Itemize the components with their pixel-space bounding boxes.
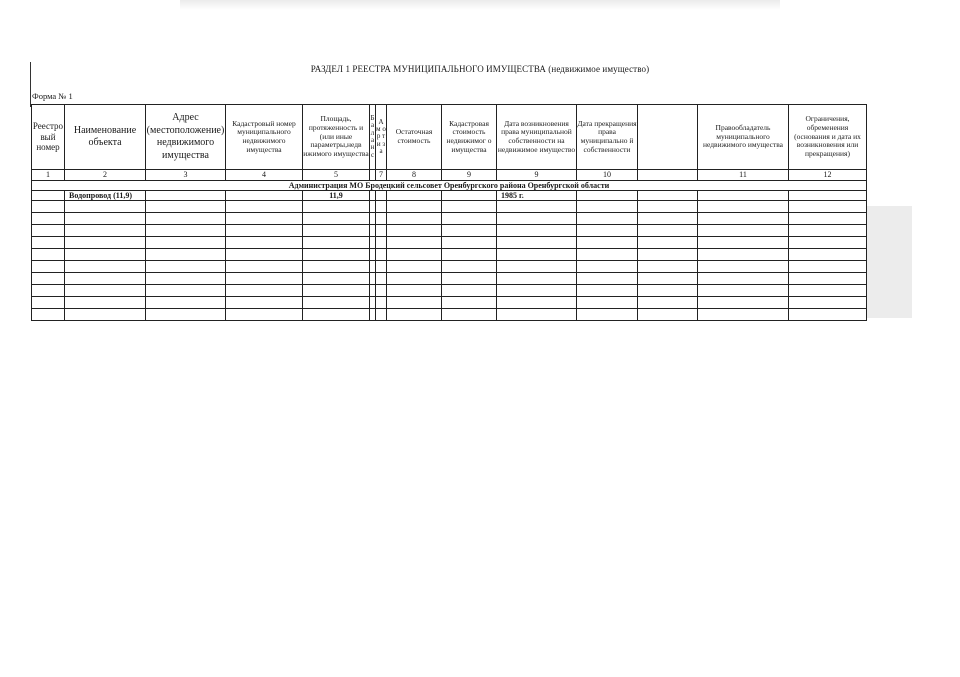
cell [303,273,370,285]
cell [65,201,146,213]
cell [497,261,577,273]
cell [577,261,638,273]
cell [497,273,577,285]
col-number: 9 [442,170,497,181]
cell [577,297,638,309]
cell [32,225,65,237]
cell [387,309,442,321]
cell [376,273,387,285]
cell [698,297,789,309]
table-row [32,201,867,213]
col-number: 3 [146,170,226,181]
cell [32,261,65,273]
cell [226,261,303,273]
org-row [32,181,867,191]
object-name-cell: Водопровод (11,9) [65,191,146,201]
header-registry-number: Реестро вый номер [32,105,65,170]
cell [387,213,442,225]
cell [442,225,497,237]
cell [789,309,867,321]
cell [65,261,146,273]
cell [789,213,867,225]
cell [32,273,65,285]
cell [698,201,789,213]
header-amortization: А м о р т и з а [376,105,387,170]
cell [146,309,226,321]
cell [638,309,698,321]
cell [32,213,65,225]
cell [65,249,146,261]
cell [376,309,387,321]
cell [376,201,387,213]
cell [698,309,789,321]
cell [789,285,867,297]
cell [303,237,370,249]
cell [65,309,146,321]
cell [303,249,370,261]
cell [442,297,497,309]
col-number: 9 [497,170,577,181]
area-cell: 11,9 [303,191,370,201]
header-cadastral-number: Кадастровый номер муниципального недвижимого имущества [226,105,303,170]
cell [146,225,226,237]
col-number: 5 [303,170,370,181]
table-row [32,285,867,297]
cell [698,273,789,285]
cell [32,297,65,309]
cell [577,191,638,201]
header-right-start-date: Дата возникновения права муниципальной собственности на недвижимое имущество [497,105,577,170]
cell [497,249,577,261]
cell [497,225,577,237]
cell [442,309,497,321]
section-title: РАЗДЕЛ 1 РЕЕСТРА МУНИЦИПАЛЬНОГО ИМУЩЕСТВА (недвижимое имущество) [310,64,650,74]
cell [638,213,698,225]
scan-gray-band [866,206,912,318]
cell [789,225,867,237]
cell [577,285,638,297]
cell [303,297,370,309]
cell [387,191,442,201]
cell [303,201,370,213]
cell [698,237,789,249]
cell [65,285,146,297]
cell [226,297,303,309]
cell [387,225,442,237]
cell [226,309,303,321]
scan-shadow [180,0,780,10]
cell [789,237,867,249]
column-number-row [32,170,867,181]
date-cell: 1985 г. [497,191,577,201]
cell [146,201,226,213]
header-object-name: Наименование объекта [65,105,146,170]
cell [376,285,387,297]
cell [226,237,303,249]
cell [146,191,226,201]
cell [698,285,789,297]
cell [497,297,577,309]
cell [32,237,65,249]
cell [376,249,387,261]
cell [442,273,497,285]
cell [577,237,638,249]
cell [146,237,226,249]
cell [303,285,370,297]
header-right-end-date: Дата прекращения права муниципально й собственности [577,105,638,170]
cell [442,261,497,273]
cell [442,249,497,261]
cell [32,285,65,297]
cell [387,297,442,309]
cell [789,249,867,261]
cell [789,273,867,285]
cell [387,261,442,273]
cell [303,261,370,273]
cell [442,285,497,297]
cell [497,213,577,225]
cell [638,225,698,237]
cell [577,213,638,225]
cell [226,201,303,213]
cell [577,273,638,285]
cell [65,297,146,309]
table-row [32,249,867,261]
cell [376,237,387,249]
cell [387,273,442,285]
cell [698,225,789,237]
table-row [32,309,867,321]
header-residual-value: Остаточная стоимость [387,105,442,170]
col-number: 7 [376,170,387,181]
cell [698,249,789,261]
col-number: 12 [789,170,867,181]
cell [65,225,146,237]
cell [65,237,146,249]
cell [638,273,698,285]
col-number: 1 [32,170,65,181]
col-number: 4 [226,170,303,181]
cell [32,249,65,261]
cell [638,237,698,249]
cell [226,225,303,237]
cell [226,273,303,285]
cell [303,225,370,237]
cell [789,191,867,201]
cell [442,237,497,249]
col-number: 8 [387,170,442,181]
cell [638,261,698,273]
cell [698,191,789,201]
col-number: 10 [577,170,638,181]
cell [387,285,442,297]
registry-table [31,104,867,321]
cell [303,309,370,321]
cell [442,201,497,213]
empty-rows [32,201,867,321]
col-number [638,170,698,181]
cell [146,213,226,225]
header-blank [638,105,698,170]
cell [376,261,387,273]
cell [638,201,698,213]
cell [789,297,867,309]
table-row [32,273,867,285]
cell [226,213,303,225]
cell [789,261,867,273]
form-label: Форма № 1 [32,91,73,101]
cell [376,297,387,309]
cell [65,273,146,285]
cell [789,201,867,213]
cell [577,309,638,321]
cell [387,237,442,249]
cell [638,297,698,309]
table-row [32,237,867,249]
cell [497,237,577,249]
header-area: Площадь, протяженность и (или иные параметры,недв ижимого имущества [303,105,370,170]
cell [698,213,789,225]
header-address: Адрес (местоположение) недвижимого имущества [146,105,226,170]
cell [146,285,226,297]
cell [698,261,789,273]
header-restrictions: Ограничения, обременения (основания и дата их возникновения или прекращения) [789,105,867,170]
cell [65,213,146,225]
table-row [32,191,867,201]
table-row [32,297,867,309]
header-cadastral-value: Кадастровая стоимость недвижимог о имущества [442,105,497,170]
cell [376,213,387,225]
org-name: Администрация МО Бродецкий сельсовет Оренбургского района Оренбургской области [32,181,867,191]
cell [638,249,698,261]
cell [497,309,577,321]
cell [146,249,226,261]
cell [146,297,226,309]
cell [442,191,497,201]
header-row [32,105,867,170]
cell [226,285,303,297]
col-number: 11 [698,170,789,181]
cell [376,225,387,237]
header-right-holder: Правообладатель муниципального недвижимого имущества [698,105,789,170]
cell [376,191,387,201]
cell [32,201,65,213]
cell [226,191,303,201]
cell [32,309,65,321]
cell [442,213,497,225]
table-row [32,261,867,273]
cell [226,249,303,261]
cell [387,249,442,261]
cell [146,261,226,273]
cell [638,191,698,201]
cell [638,285,698,297]
col-number: 2 [65,170,146,181]
table-row [32,225,867,237]
header-balance: Б а л а н с [370,105,376,170]
cell [32,191,65,201]
table-row [32,213,867,225]
cell [497,285,577,297]
cell [146,273,226,285]
cell [303,213,370,225]
cell [577,201,638,213]
cell [387,201,442,213]
cell [577,225,638,237]
cell [577,249,638,261]
cell [497,201,577,213]
